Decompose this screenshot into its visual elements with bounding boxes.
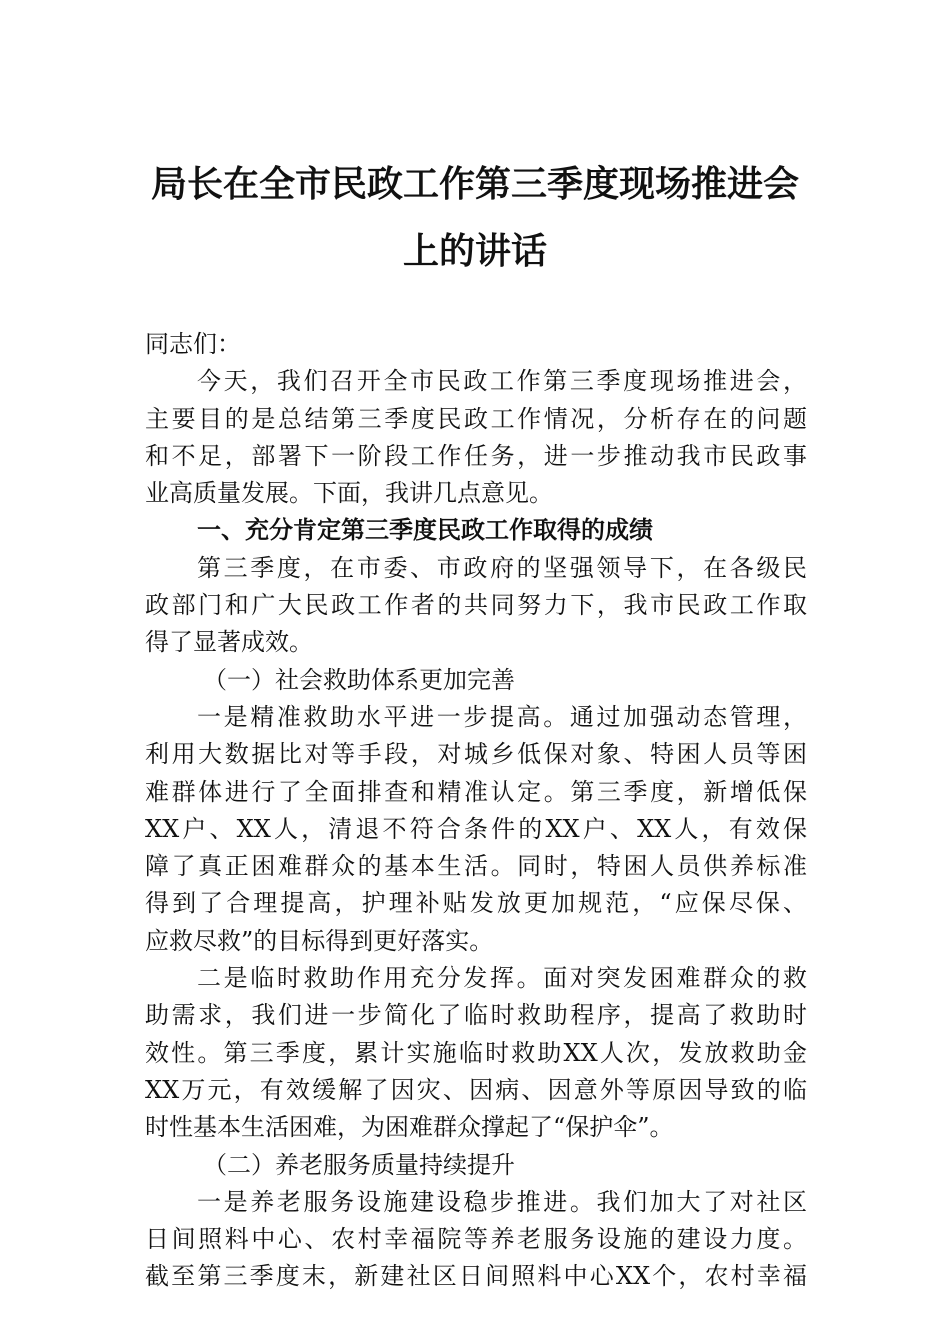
paragraph-line: 二是临时救助作用充分发挥。面对突发困难群众的救 <box>197 964 807 993</box>
paragraph-line: XX户、XX人，清退不符合条件的XX户、XX人，有效保 <box>145 814 807 843</box>
subsection-heading: （二）养老服务质量持续提升 <box>203 1150 515 1179</box>
salutation: 同志们： <box>145 330 241 358</box>
paragraph-line: 应救尽救”的目标得到更好落实。 <box>145 926 494 955</box>
paragraph-line: 难群体进行了全面排查和精准认定。第三季度，新增低保 <box>145 777 807 806</box>
paragraph-line: 今天，我们召开全市民政工作第三季度现场推进会， <box>197 367 807 396</box>
paragraph-line: 政部门和广大民政工作者的共同努力下，我市民政工作取 <box>145 591 807 620</box>
paragraph-line: 业高质量发展。下面，我讲几点意见。 <box>145 479 553 508</box>
paragraph-line: 利用大数据比对等手段，对城乡低保对象、特困人员等困 <box>145 740 807 769</box>
paragraph-line: 一是养老服务设施建设稳步推进。我们加大了对社区 <box>197 1187 807 1216</box>
paragraph-line: XX万元，有效缓解了因灾、因病、因意外等原因导致的临 <box>145 1075 807 1104</box>
paragraph-line: 和不足，部署下一阶段工作任务，进一步推动我市民政事 <box>145 441 807 470</box>
paragraph-line: 助需求，我们进一步简化了临时救助程序，提高了救助时 <box>145 1001 807 1030</box>
section-heading: 一、充分肯定第三季度民政工作取得的成绩 <box>197 516 653 545</box>
paragraph-line: 截至第三季度末，新建社区日间照料中心XX个，农村幸福 <box>145 1262 807 1291</box>
paragraph-line: 时性基本生活困难，为困难群众撑起了“保护伞”。 <box>145 1113 674 1142</box>
paragraph-line: 日间照料中心、农村幸福院等养老服务设施的建设力度。 <box>145 1225 807 1254</box>
document-title-line-2: 上的讲话 <box>402 231 547 272</box>
document-title-line-1: 局长在全市民政工作第三季度现场推进会 <box>150 164 799 205</box>
paragraph-line: 主要目的是总结第三季度民政工作情况，分析存在的问题 <box>145 404 807 433</box>
paragraph-line: 得了显著成效。 <box>145 628 313 657</box>
paragraph-line: 效性。第三季度，累计实施临时救助XX人次，发放救助金 <box>145 1038 807 1067</box>
paragraph-line: 第三季度，在市委、市政府的坚强领导下，在各级民 <box>197 553 807 582</box>
document-body <box>145 326 807 1296</box>
paragraph-line: 得到了合理提高，护理补贴发放更加规范，“应保尽保、 <box>145 889 807 918</box>
paragraph-line: 障了真正困难群众的基本生活。同时，特困人员供养标准 <box>145 852 807 881</box>
paragraph-line: 一是精准救助水平进一步提高。通过加强动态管理， <box>197 702 807 731</box>
subsection-heading: （一）社会救助体系更加完善 <box>203 665 515 694</box>
